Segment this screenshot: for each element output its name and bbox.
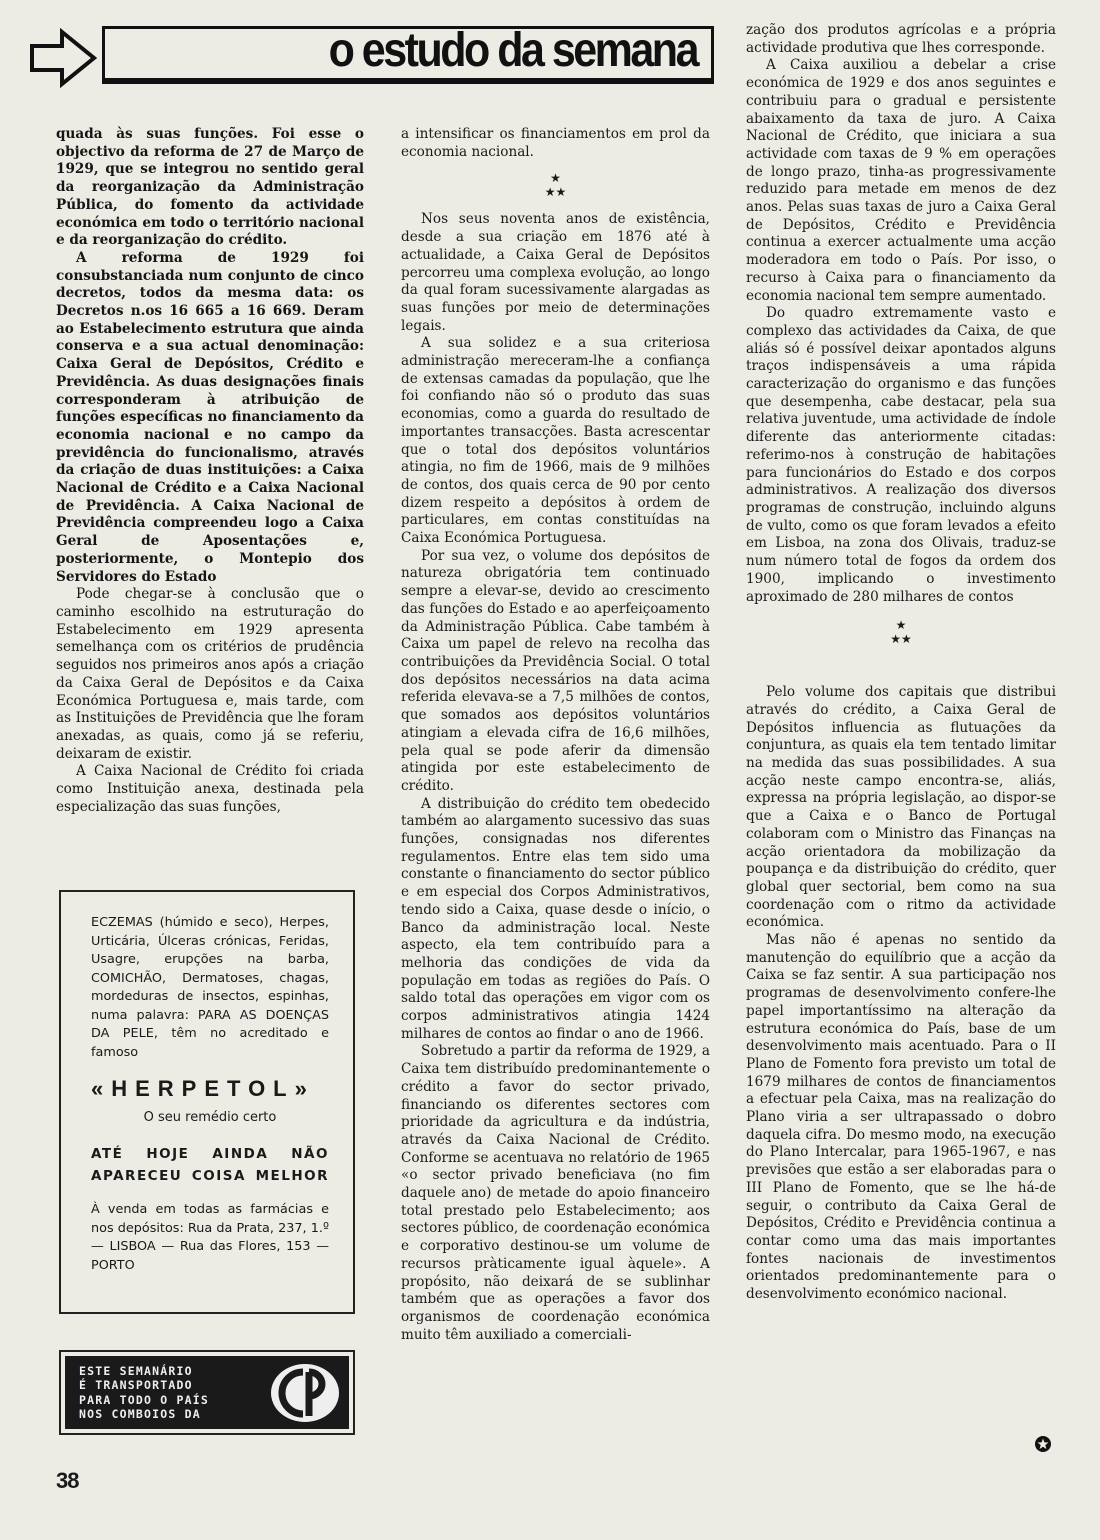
- section-divider-stars: ★ ★★: [890, 618, 912, 647]
- column-2: [401, 126, 710, 1344]
- paragraph: Do quadro extremamente vasto e complexo das actividades da Caixa, de que aliás só é possível deixar apontados alguns traços indispensáveis a uma rápida caracterização do organismo e das funções que desempenha, cabe destacar, pela sua relativa juventude, uma actividade de índole diferente das anteriormente citadas: referimo-nos à construção de habitações para funcionários do Estado e dos corpos administrativos. A realização dos diversos programas de construção, incluindo alguns de vulto, como os que foram levados a efeito em Lisboa, na zona dos Olivais, traduz-se num número total de fogos da ordem dos 1900, implicando o investimento aproximado de 280 milhares de contos: [746, 305, 1056, 605]
- cp-banner-line: NOS COMBOIOS DA: [79, 1407, 201, 1421]
- paragraph: Nos seus noventa anos de existência, desde a sua criação em 1876 até à actualidade, a Caixa Geral de Depósitos percorreu uma complexa evolução, ao longo da qual foram sucessivamente alargadas as suas funções por meio de determinações legais.: [401, 211, 710, 334]
- ad-slogan: [91, 1143, 329, 1187]
- paragraph: Mas não é apenas no sentido da manutenção do equilíbrio que a acção da Caixa se faz sentir. A sua participação nos programas de desenvolvimento confere-lhe papel importantíssimo na alteração da estrutura económica do País, base de um desenvolvimento mais acentuado. Para o II Plano de Fomento fora previsto um total de 1679 milhares de contos de financiamentos a efectuar pela Caixa, mas na realização do Plano viria a ser ultrapassado o dobro daquela cifra. Do mesmo modo, na execução do Plano Intercalar, para 1965-1967, e nas previsões que estão a ser elaboradas para o III Plano de Fomento, que se lhe há-de seguir, o contributo da Caixa Geral de Depósitos, Crédito e Previdência continua a contar como uma das mais importantes fontes nacionais de investimentos orientados predominantemente para o desenvolvimento económico nacional.: [746, 932, 1056, 1303]
- ad-slogan-line: ATÉ HOJE AINDA NÃO: [91, 1146, 329, 1162]
- column-1: [56, 126, 364, 816]
- paragraph: A sua solidez e a sua criteriosa administração mereceram-lhe a confiança de extensas camadas da população, que lhe foi confiando não só o produto das suas economias, como a guarda do resultado de importantes transacções. Basta acrescentar que o total dos depósitos voluntários atingia, no fim de 1966, mais de 9 milhões de contos, dos quais cerca de 90 por cento dizem respeito a depósitos à ordem de particulares, em contas constituídas na Caixa Económica Portuguesa.: [401, 335, 710, 547]
- ad-brand-name: «HERPETOL»: [91, 1076, 315, 1101]
- page-number: 38: [56, 1468, 79, 1493]
- paragraph: A reforma de 1929 foi consubstanciada num conjunto de cinco decretos, todos da mesma data: os Decretos n.os 16 665 a 16 669. Deram ao Estabelecimento estrutura que ainda conserva e a sua actual denominação: Caixa Geral de Depósitos, Crédito e Previdência. As duas designações finais corresponderam à atribuição de funções específicas no financiamento da economia nacional e no campo da previdência do funcionalismo, através da criação de duas instituições: a Caixa Nacional de Crédito e a Caixa Nacional de Previdência. A Caixa Nacional de Previdência compreendeu logo a Caixa Geral de Aposentações e, posteriormente, o Montepio dos Servidores do Estado: [56, 249, 364, 585]
- herpetol-advertisement: [59, 890, 355, 1314]
- paragraph: zação dos produtos agrícolas e a própria actividade produtiva que lhes corresponde.: [746, 22, 1056, 56]
- paragraph: Sobretudo a partir da reforma de 1929, a Caixa tem distribuído predominantemente o crédito a favor do sector privado, financiando os diferentes sectores com prioridade da agricultura e da indústria, através da Caixa Nacional de Crédito. Conforme se acentuava no relatório de 1965 «o sector privado beneficiava (no fim daquele ano) de metade do apoio financeiro total prestado pelo Estabelecimento; aos sectores público, de coordenação económica e corporativo destinou-se um volume de recursos pràticamente igual àquele». A propósito, não deixará de se sublinhar também que as operações a favor dos organismos de coordenação económica muito têm auxiliado a comerciali-: [401, 1043, 710, 1343]
- paragraph: quada às suas funções. Foi esse o objectivo da reforma de 27 de Março de 1929, que se integrou no sentido geral da reorganização da Administração Pública, do fomento da actividade económica em todo o território nacional e da reorganização do crédito.: [56, 126, 364, 249]
- paragraph: Pode chegar-se à conclusão que o caminho escolhido na estruturação do Estabelecimento em 1929 apresenta semelhança com os critérios de prudência seguidos nos primeiros anos após a criação da Caixa Geral de Depósitos e da Caixa Económica Portuguesa e, mais tarde, com as Instituições de Previdência que lhe foram anexadas, as quais, como já se referiu, deixaram de existir.: [56, 586, 364, 762]
- cp-banner-text: [65, 1364, 209, 1422]
- section-title: o estudo da semana: [328, 23, 697, 78]
- ad-body-text: ECZEMAS (húmido e seco), Herpes, Urticária, Úlceras crónicas, Feridas, Usagre, erupções na barba, COMICHÃO, Dermatoses, chagas, mordeduras de insectos, espinhas, numa palavra: PARA AS DOENÇAS DA PELE, têm no acreditado e famoso: [91, 915, 329, 1060]
- section-divider-stars: ★ ★★: [544, 171, 567, 200]
- cp-banner-line: PARA TODO O PAÍS: [79, 1392, 209, 1407]
- ad-tagline: O seu remédio certo: [143, 1109, 277, 1125]
- cp-banner-inner: [65, 1356, 349, 1429]
- column-3: [746, 22, 1056, 1304]
- cp-banner-line: É TRANSPORTADO: [79, 1378, 193, 1392]
- paragraph: a intensificar os financiamentos em prol da economia nacional.: [401, 126, 710, 160]
- paragraph: A Caixa Nacional de Crédito foi criada como Instituição anexa, destinada pela especialização das suas funções,: [56, 763, 364, 815]
- paragraph: A distribuição do crédito tem obedecido também ao alargamento sucessivo das suas funções, consignadas nos diferentes regulamentos. Entre elas tem sido uma constante o financiamento do sector público e em especial dos Corpos Administrativos, tendo sido a Caixa, quase desde o início, o Banco da administração local. Neste aspecto, ela tem contribuído para a melhoria das condições de vida da população em todas as regiões do País. O saldo total das operações em vigor com os corpos administrativos atingia 1424 milhares de contos ao findar o ano de 1966.: [401, 795, 710, 1042]
- cp-logo-icon: [269, 1362, 341, 1424]
- arrow-right-icon: [28, 28, 98, 88]
- end-of-article-icon: [1034, 1435, 1052, 1453]
- paragraph: Pelo volume dos capitais que distribui através do crédito, a Caixa Geral de Depósitos influencia as flutuações da conjuntura, as quais ela tem tentado limitar na medida das suas possibilidades. A sua acção neste campo encontra-se, aliás, expressa na própria legislação, ao dispor-se que a Caixa e o Banco de Portugal colaboram com o Ministro das Finanças na acção orientadora da mobilização da poupança e da distribuição do crédito, quer global quer sectorial, bem como na sua coordenação com o ritmo da actividade económica.: [746, 684, 1056, 931]
- section-header: [28, 22, 720, 94]
- ad-address: À venda em todas as farmácias e nos depósitos: Rua da Prata, 237, 1.º — LISBOA — Rua das Flores, 153 — PORTO: [91, 1202, 329, 1273]
- paragraph: Por sua vez, o volume dos depósitos de natureza obrigatória tem continuado sempre a elevar-se, devido ao crescimento das funções do Estado e ao aperfeiçoamento da Administração Pública. Cabe também à Caixa um papel de relevo na recolha das contribuições da Previdência Social. O total dos depósitos necessários na data acima referida elevava-se a 7,5 milhões de contos, que somados aos depósitos voluntários atingiam a elevada cifra de 16,6 milhões, pela qual se pode aferir da dimensão atingida por este estabelecimento de crédito.: [401, 547, 710, 794]
- cp-banner-line: ESTE SEMANÁRIO: [79, 1363, 193, 1378]
- ad-slogan-line: APARECEU COISA MELHOR: [91, 1168, 329, 1184]
- title-box: [102, 23, 714, 84]
- cp-train-banner: [59, 1350, 355, 1435]
- paragraph: A Caixa auxiliou a debelar a crise económica de 1929 e dos anos seguintes e contribuiu para o gradual e persistente abaixamento da taxa de juro. A Caixa Nacional de Crédito, que iniciara a sua actividade com taxas de 9 % em operações de longo prazo, tinha-as progressivamente reduzido para metade em menos de dez anos. Pelas suas taxas de juro a Caixa Geral de Depósitos, Crédito e Previdência continua a exercer actualmente uma acção moderadora em todo o País. Por isso, o recurso à Caixa para o financiamento da economia nacional tem sempre aumentado.: [746, 57, 1056, 304]
